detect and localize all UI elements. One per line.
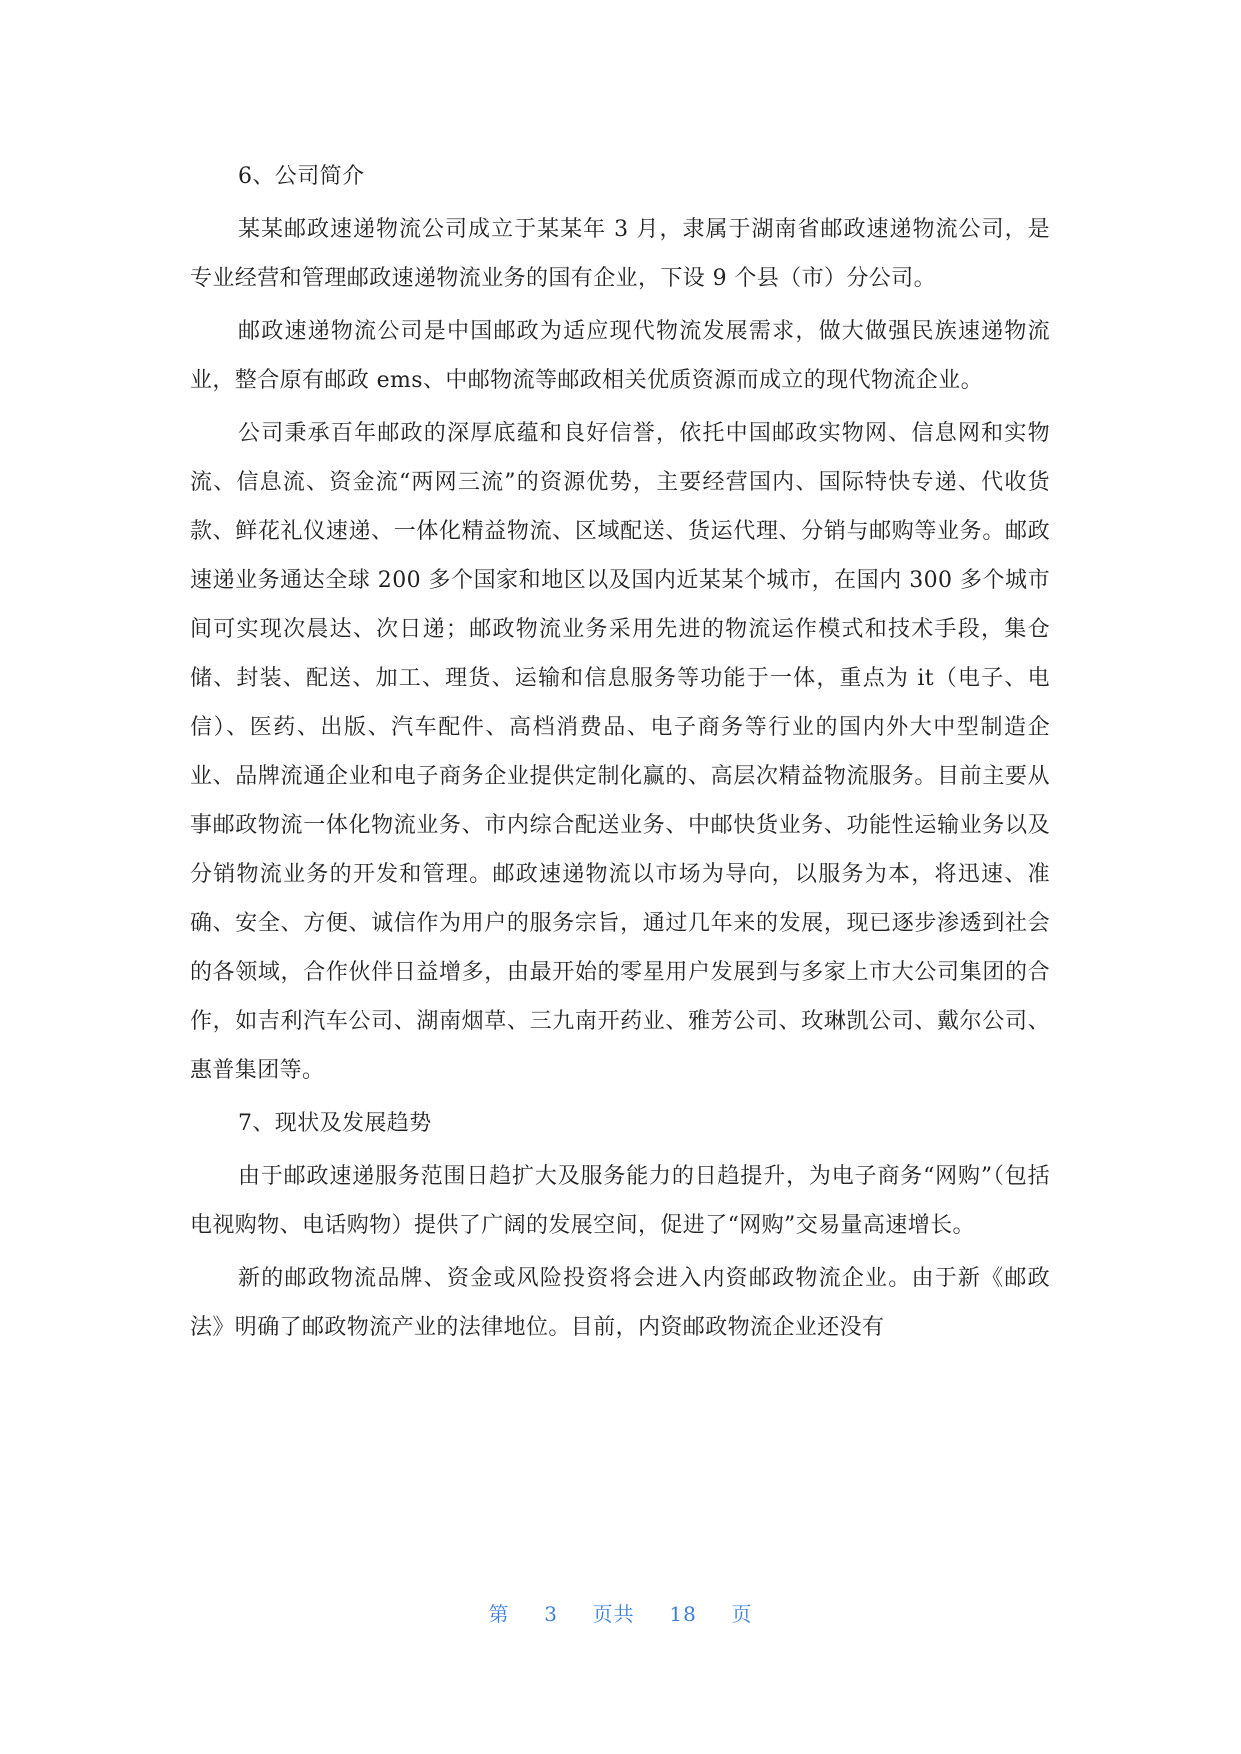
paragraph: 公司秉承百年邮政的深厚底蕴和良好信誉，依托中国邮政实物网、信息网和实物流、信息流、资金流“两网三流”的资源优势，主要经营国内、国际特快专递、代收货款、鲜花礼仪速递、一体化精益物流、区域配送、货运代理、分销与邮购等业务。邮政速递业务通达全球 200 多个国家和地区以及国内近某某个城市，在国内 300 多个城市间可实现次晨达、次日递；邮政物流业务采用先进的物流运作模式和技术手段，集仓储、封装、配送、加工、理货、运输和信息服务等功能于一体，重点为 it（电子、电信）、医药、出版、汽车配件、高档消费品、电子商务等行业的国内外大中型制造企业、品牌流通企业和电子商务企业提供定制化赢的、高层次精益物流服务。目前主要从事邮政物流一体化物流业务、市内综合配送业务、中邮快货业务、功能性运输业务以及分销物流业务的开发和管理。邮政速递物流以市场为导向，以服务为本，将迅速、准确、安全、方便、诚信作为用户的服务宗旨，通过几年来的发展，现已逐步渗透到社会的各领域，合作伙伴日益增多，由最开始的零星用户发展到与多家上市大公司集团的合作，如吉利汽车公司、湖南烟草、三九南开药业、雅芳公司、玫琳凯公司、戴尔公司、惠普集团等。: [190, 421, 1050, 1083]
total-pages-number: 18: [669, 1602, 697, 1626]
footer-suffix: 页: [731, 1602, 753, 1626]
footer-prefix: 第: [488, 1602, 510, 1626]
section-heading-status-trends: 7、现状及发展趋势: [238, 1111, 432, 1136]
current-page-number: 3: [544, 1602, 558, 1626]
paragraph: 邮政速递物流公司是中国邮政为适应现代物流发展需求，做大做强民族速递物流业，整合原有邮政 ems、中邮物流等邮政相关优质资源而成立的现代物流企业。: [190, 319, 1050, 393]
paragraph: 由于邮政速递服务范围日趋扩大及服务能力的日趋提升，为电子商务“网购”（包括电视购物、电话购物）提供了广阔的发展空间，促进了“网购”交易量高速增长。: [190, 1164, 1050, 1238]
paragraph: 某某邮政速递物流公司成立于某某年 3 月，隶属于湖南省邮政速递物流公司，是专业经营和管理邮政速递物流业务的国有企业，下设 9 个县（市）分公司。: [190, 217, 1050, 291]
paragraph: 新的邮政物流品牌、资金或风险投资将会进入内资邮政物流企业。由于新《邮政法》明确了邮政物流产业的法律地位。目前，内资邮政物流企业还没有: [190, 1266, 1050, 1340]
document-body: [190, 152, 1050, 1356]
section-heading-company-intro: 6、公司简介: [238, 164, 365, 189]
page-footer: [0, 1598, 1241, 1627]
footer-middle: 页共: [592, 1602, 635, 1626]
